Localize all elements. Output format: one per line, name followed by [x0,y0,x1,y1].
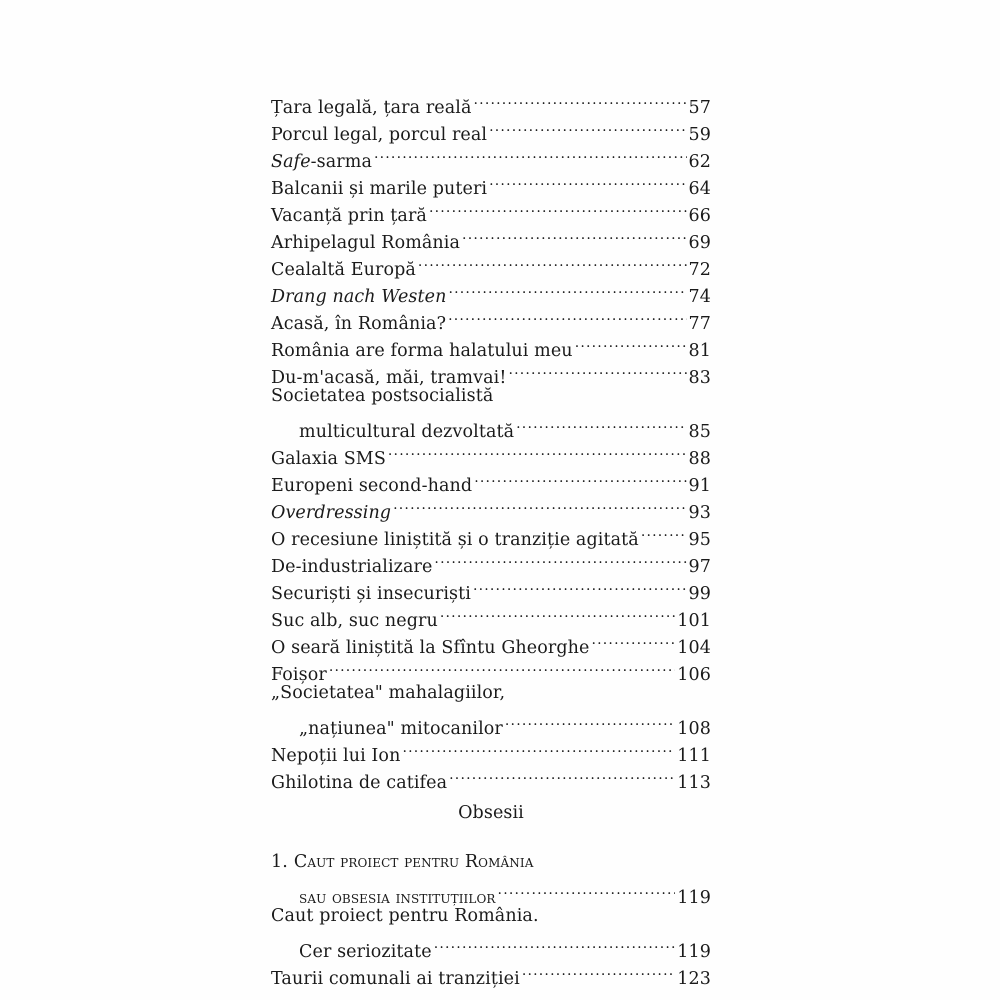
dot-leader [498,876,676,903]
dot-leader [462,221,686,248]
toc-entry-title: O seară liniștită la Sfîntu Gheorghe [271,638,590,658]
dot-leader [474,86,687,113]
toc-entry-page: 59 [688,125,711,145]
toc-entry-page: 106 [677,665,711,685]
toc-entry-title-italic: Safe [271,152,311,172]
toc-entry-title-line1: „Societatea" mahalagiilor, [271,683,506,703]
toc-entry-title-line2: Cer seriozitate [299,942,432,962]
dot-leader [434,545,686,572]
dot-leader [516,410,686,437]
toc-entry-title-line2: multicultural dezvoltată [299,422,515,442]
toc-entry-title: Galaxia SMS [271,449,386,469]
toc-entry[interactable] [271,903,711,962]
toc-entry-page: 85 [688,422,711,442]
dot-leader [575,329,687,356]
toc-entry-page: 111 [677,746,711,766]
toc-entry-page: 93 [688,503,711,523]
toc-entry-title: Securiști și insecuriști [271,584,471,604]
dot-leader [641,518,687,545]
toc-entry-page: 119 [677,888,711,908]
dot-leader [473,572,687,599]
toc-entry-page: 99 [688,584,711,604]
dot-leader [448,302,686,329]
toc-entry-title-line2: „națiunea" mitocanilor [299,719,503,739]
toc-entry-title: Acasă, în România? [271,314,447,334]
toc-entry-title-line2: sau obsesia instituțiilor [299,888,496,908]
table-of-contents [271,86,711,989]
toc-entry-page: 88 [688,449,711,469]
toc-entry-title: Nepoții lui Ion [271,746,401,766]
toc-entry-page: 113 [677,773,711,793]
toc-entry-number: 1. [271,852,288,872]
toc-entry-title: Balcanii și marile puteri [271,179,488,199]
toc-entry-title-line1: Societatea postsocialistă [271,386,494,406]
toc-entry-page: 62 [688,152,711,172]
toc-entry-page: 69 [688,233,711,253]
dot-leader [508,356,686,383]
toc-entry-page: 108 [677,719,711,739]
toc-entry-page: 101 [677,611,711,631]
toc-entry-title-line1 [271,849,711,876]
toc-entry-title-line1: Caut proiect pentru România. [271,906,539,926]
toc-entry-title: De-industrializare [271,557,433,577]
toc-entry-page: 97 [688,557,711,577]
dot-leader [489,167,686,194]
dot-leader [388,437,687,464]
toc-entry-page: 104 [677,638,711,658]
section-heading: Obsesii [458,803,524,823]
dot-leader [505,707,675,734]
toc-entry-title [271,149,372,176]
toc-entry-page: 119 [677,942,711,962]
toc-entry-title: Foișor [271,665,327,685]
toc-entry-page: 72 [688,260,711,280]
toc-entry-title: România are forma halatului meu [271,341,573,361]
toc-entry-page: 74 [688,287,711,307]
toc-entry-title: Taurii comunali ai tranziției [271,969,520,989]
toc-entry-title: Țara legală, țara reală [271,98,472,118]
toc-entry[interactable] [271,86,711,118]
toc-entry[interactable] [271,383,711,442]
toc-entry-title: Du-m'acasă, măi, tramvai! [271,368,507,388]
toc-entry-page: 57 [688,98,711,118]
toc-entry-page: 123 [677,969,711,989]
toc-entry-title: O recesiune liniștită și o tranziție agitată [271,530,639,550]
dot-leader [429,194,687,221]
dot-leader [418,248,687,275]
toc-entry-page: 77 [688,314,711,334]
dot-leader [522,957,675,984]
dot-leader [591,626,675,653]
toc-entry[interactable] [271,849,711,908]
dot-leader [474,464,686,491]
toc-entry-page: 64 [688,179,711,199]
toc-entry-title-rest: -sarma [310,152,372,172]
toc-entry-title: Drang nach Westen [271,287,447,307]
toc-entry-title: Arhipelagul România [271,233,461,253]
dot-leader [393,491,686,518]
toc-entry-title: Suc alb, suc negru [271,611,438,631]
toc-entry-title: Overdressing [271,503,392,523]
toc-entry-title: Europeni second-hand [271,476,473,496]
toc-entry-page: 83 [688,368,711,388]
toc-entry-page: 66 [688,206,711,226]
dot-leader [448,275,686,302]
dot-leader [440,599,675,626]
toc-entry-title: Vacanță prin țară [271,206,427,226]
toc-entry-title: Ghilotina de catifea [271,773,448,793]
dot-leader [434,930,676,957]
toc-entry-page: 91 [688,476,711,496]
dot-leader [329,653,675,680]
toc-entry-title: Cealaltă Europă [271,260,416,280]
toc-entry-title: Porcul legal, porcul real [271,125,488,145]
toc-entry-page: 95 [688,530,711,550]
toc-entry-page: 81 [688,341,711,361]
dot-leader [374,140,687,167]
toc-entry[interactable] [271,680,711,739]
toc-entry[interactable] [271,653,711,685]
dot-leader [402,734,675,761]
toc-entry-title-text: Caut proiect pentru România [293,852,534,872]
dot-leader [489,113,686,140]
dot-leader [449,761,675,788]
